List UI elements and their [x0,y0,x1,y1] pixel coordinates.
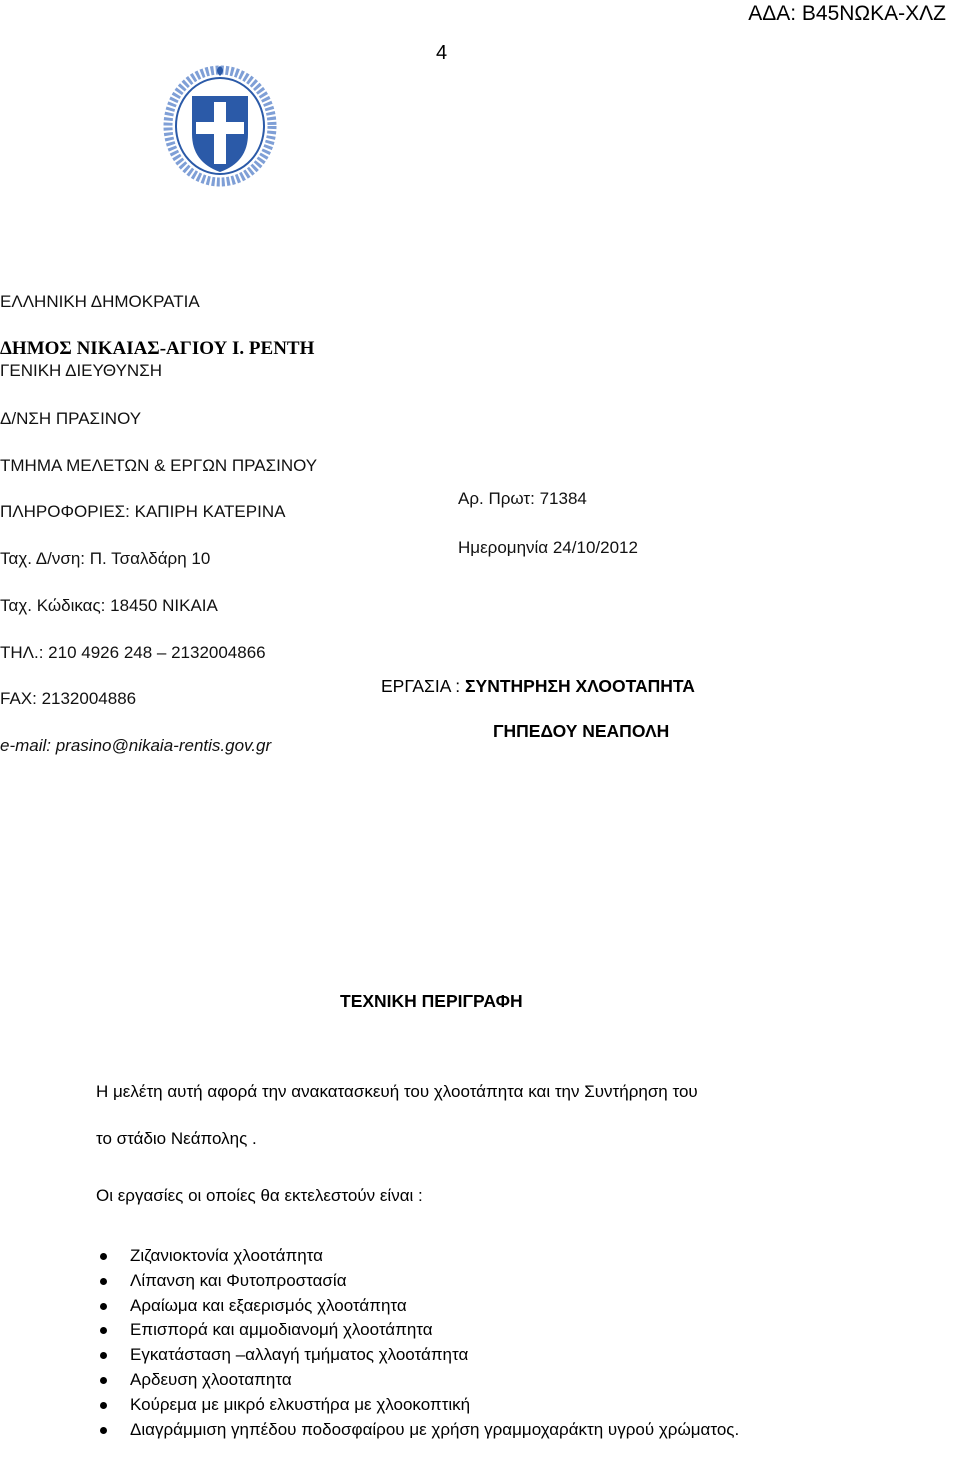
ada-code: ΑΔΑ: Β45ΝΩΚΑ-ΧΛΖ [748,2,946,25]
list-item: Επισπορά και αμμοδιανομή χλοοτάπητα [96,1318,816,1343]
project-title [381,676,695,697]
list-item: Κούρεμα με μικρό ελκυστήρα με χλοοκοπτική [96,1393,816,1418]
protocol-number: Αρ. Πρωτ: 71384 [458,489,587,508]
municipality-name: ΔΗΜΟΣ ΝΙΚΑΙΑΣ-ΑΓΙΟΥ Ι. ΡΕΝΤΗ [0,338,315,359]
fax-number: FAX: 2132004886 [0,689,137,708]
greek-emblem-icon [162,64,278,189]
description-line-2: το στάδιο Νεάπολης . [96,1129,257,1148]
bullet-icon [100,1377,107,1384]
list-item: Εγκατάσταση –αλλαγή τμήματος χλοοτάπητα [96,1343,816,1368]
tasks-intro: Οι εργασίες οι οποίες θα εκτελεστούν είναι : [96,1186,423,1205]
directorate: Δ/ΝΣΗ ΠΡΑΣΙΝΟΥ [0,409,142,428]
email-address: e-mail: prasino@nikaia-rentis.gov.gr [0,736,272,755]
bullet-icon [100,1352,107,1359]
list-item: Αρδευση χλοοταπητα [96,1368,816,1393]
bullet-icon [100,1327,107,1334]
description-line-1: Η μελέτη αυτή αφορά την ανακατασκευή του χλοοτάπητα και την Συντήρηση του [96,1082,698,1101]
protocol-date: Ημερομηνία 24/10/2012 [458,538,638,557]
bullet-icon [100,1427,107,1434]
project-title-line2: ΓΗΠΕΔΟΥ ΝΕΑΠΟΛΗ [493,721,670,741]
general-directorate: ΓΕΝΙΚΗ ΔΙΕΥΘΥΝΣΗ [0,361,162,380]
tasks-list [96,1244,816,1442]
list-item: Λίπανση και Φυτοπροστασία [96,1269,816,1294]
list-item: Αραίωμα και εξαερισμός χλοοτάπητα [96,1294,816,1319]
info-contact: ΠΛΗΡΟΦΟΡΙΕΣ: ΚΑΠΙΡΗ ΚΑΤΕΡΙΝΑ [0,502,286,521]
bullet-icon [100,1253,107,1260]
bullet-icon [100,1278,107,1285]
section-heading: ΤΕΧΝΙΚΗ ΠΕΡΙΓΡΑΦΗ [340,991,523,1011]
phone-number: ΤΗΛ.: 210 4926 248 – 2132004866 [0,643,266,662]
bullet-icon [100,1402,107,1409]
department: ΤΜΗΜΑ ΜΕΛΕΤΩΝ & ΕΡΓΩΝ ΠΡΑΣΙΝΟΥ [0,456,318,475]
page-number: 4 [436,42,448,64]
postal-address: Ταχ. Δ/νση: Π. Τσαλδάρη 10 [0,549,211,568]
bullet-icon [100,1303,107,1310]
list-item: Διαγράμμιση γηπέδου ποδοσφαίρου με χρήση γραμμοχαράκτη υγρού χρώματος. [96,1418,816,1443]
project-title-line1: ΣΥΝΤΗΡΗΣΗ ΧΛΟΟΤΑΠΗΤΑ [465,676,695,696]
project-label: ΕΡΓΑΣΙΑ : [381,676,466,696]
postal-code: Ταχ. Κώδικας: 18450 ΝΙΚΑΙΑ [0,596,218,615]
list-item: Ζιζανιοκτονία χλοοτάπητα [96,1244,816,1269]
republic-name: ΕΛΛΗΝΙΚΗ ΔΗΜΟΚΡΑΤΙΑ [0,292,200,311]
